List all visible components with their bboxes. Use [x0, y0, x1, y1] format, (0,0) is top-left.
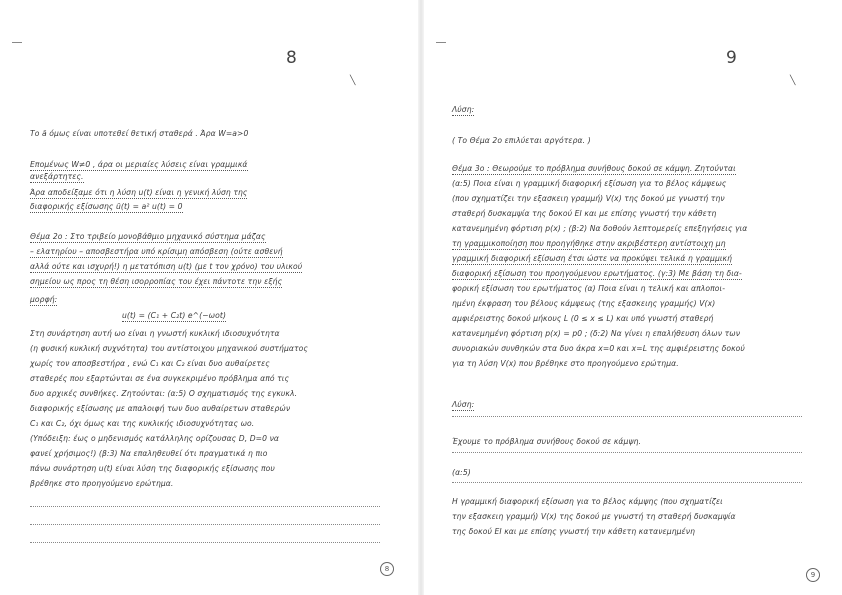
text-line: αμφιέρειστης δοκού μήκους L (0 ≤ x ≤ L) και υπό γνωστή σταθερή: [452, 314, 714, 323]
text-line: τη γραμμικοποίηση που προηγήθηκε στην ακριβέστερη αντίστοιχη μη: [452, 239, 726, 248]
text-line: C₁ και C₂, όχι όμως και της κυκλικής ιδιοσυχνότητας ωο.: [30, 419, 255, 428]
blank-rule: [452, 452, 802, 453]
text-line: γραμμική διαφορική εξίσωση έτσι ώστε να προκύψει τελικά η γραμμική: [452, 254, 733, 263]
text-line: ημένη έκφραση του βέλους κάμψεως (της εξασκειης γραμμής) V(x): [452, 299, 716, 308]
text-line: ανεξάρτητες.: [30, 172, 84, 181]
text-line: αλλά ούτε και ισχυρή!) η μετατόπιση u(t) (με t τον χρόνο) του υλικού: [30, 262, 303, 271]
blank-rule: [30, 542, 380, 543]
text-line: διαφορική εξίσωση του προηγούμενου ερωτήματος. (γ:3) Με βάση τη δια-: [452, 269, 742, 278]
text-line: σταθερές που εξαρτώνται σε ένα συγκεκριμένο πρόβλημα από τις: [30, 374, 290, 383]
text-line: ( Το Θέμα 2ο επιλύεται αργότερα. ): [452, 136, 591, 145]
text-line: φορική εξίσωση του ερωτήματος (α) Ποια είναι η τελική και απλοποι-: [452, 284, 726, 293]
text-line: μορφή:: [30, 295, 58, 304]
text-line: (Υπόδειξη: έως ο μηδενισμός κατάλληλης ορίζουσας D, D=0 να: [30, 434, 280, 443]
text-line: Το ä όμως είναι υποτεθεί θετική σταθερά . Άρα W=a>0: [30, 129, 249, 138]
margin-tick: [436, 42, 446, 43]
text-line: – ελατηρίου – αποσβεστήρα υπό κρίσιμη απόσβεση (ούτε ασθενή: [30, 247, 283, 256]
text-line: την εξασκειη γραμμή) V(x) της δοκού με γνωστή τη σταθερή δυσκαμψία: [452, 512, 736, 521]
blank-rule: [30, 524, 380, 525]
section-heading: Λύση:: [452, 400, 475, 409]
footer-page-number: 8: [380, 562, 394, 576]
pen-mark: ╲: [790, 76, 796, 86]
text-line: δυο αρχικές συνθήκες. Ζητούνται: (α:5) Ο σχηματισμός της εγκυκλ.: [30, 389, 298, 398]
text-line: για τη λύση V(x) που βρέθηκε στο προηγούμενο ερώτημα.: [452, 359, 679, 368]
text-line: συνοριακών συνθηκών στα δυο άκρα x=0 και x=L της αμφιέρειστης δοκού: [452, 344, 745, 353]
page-number: 9: [726, 48, 737, 68]
pen-mark: ╲: [350, 76, 356, 86]
blank-rule: [452, 416, 802, 417]
text-line: Θέμα 2ο : Στο τριβείο μονοβάθμιο μηχανικό σύστημα μάζας: [30, 232, 266, 241]
text-line: Στη συνάρτηση αυτή ωο είναι η γνωστή κυκλική ιδιοσυχνότητα: [30, 329, 280, 338]
text-line: χωρίς τον αποσβεστήρα , ενώ C₁ και C₂ είναι δυο αυθαίρετες: [30, 359, 270, 368]
text-line: Έχουμε το πρόβλημα συνήθους δοκού σε κάμψη.: [452, 437, 641, 446]
text-line: πάνω συνάρτηση u(t) είναι λύση της διαφορικής εξίσωσης που: [30, 464, 275, 473]
text-line: (που σχηματίζει την εξασκειη γραμμή) V(x) της δοκού με γνωστή την: [452, 194, 725, 203]
left-page: [10, 6, 410, 586]
text-line: φανεί χρήσιμος!) (β:3) Να επαληθευθεί ότι πραγματικά η πιο: [30, 449, 268, 458]
blank-rule: [452, 482, 802, 483]
text-line: της δοκού ΕΙ και με επίσης γνωστή την κάθετη κατανεμημένη: [452, 527, 696, 536]
equation: u(t) = (C₁ + C₂t) e^(−ωot): [122, 311, 227, 320]
book-gutter: [418, 0, 424, 595]
text-line: Άρα αποδείξαμε ότι η λύση u(t) είναι η γενική λύση της: [30, 188, 248, 197]
right-page: [430, 6, 830, 586]
text-line: Επομένως W≠0 , άρα οι μεριαίες λύσεις είναι γραμμικά: [30, 160, 248, 169]
text-line: κατανεμημένη φόρτιση p(x) ; (β:2) Να δοθούν λεπτομερείς επεξηγήσεις για: [452, 224, 748, 233]
text-line: διαφορικής εξίσωσης ü(t) = a² u(t) = 0: [30, 202, 183, 211]
text-line: (α:5): [452, 468, 471, 477]
text-line: κατανεμημένη φόρτιση p(x) = p0 ; (δ:2) Να γίνει η επαλήθευση όλων των: [452, 329, 741, 338]
text-line: Θέμα 3ο : Θεωρούμε το πρόβλημα συνήθους δοκού σε κάμψη. Ζητούνται: [452, 164, 736, 173]
text-line: σταθερή δυσκαμψία της δοκού ΕΙ και με επίσης γνωστή την κάθετη: [452, 209, 717, 218]
text-line: βρέθηκε στο προηγούμενο ερώτημα.: [30, 479, 174, 488]
page-number: 8: [286, 48, 297, 68]
margin-tick: [12, 42, 22, 43]
text-line: σημείου ως προς τη θέση ισορροπίας του έχει πάντοτε την εξής: [30, 277, 283, 286]
text-line: διαφορικής εξίσωσης με απαλοιφή των δυο αυθαίρετων σταθερών: [30, 404, 291, 413]
blank-rule: [30, 506, 380, 507]
text-line: Η γραμμική διαφορική εξίσωση για το βέλος κάμψης (που σχηματίζει: [452, 497, 723, 506]
footer-page-number: 9: [806, 568, 820, 582]
text-line: (η φυσική κυκλική συχνότητα) του αντίστοιχου μηχανικού συστήματος: [30, 344, 308, 353]
section-heading: Λύση:: [452, 105, 475, 114]
text-line: (α:5) Ποια είναι η γραμμική διαφορική εξίσωση για το βέλος κάμψεως: [452, 179, 727, 188]
